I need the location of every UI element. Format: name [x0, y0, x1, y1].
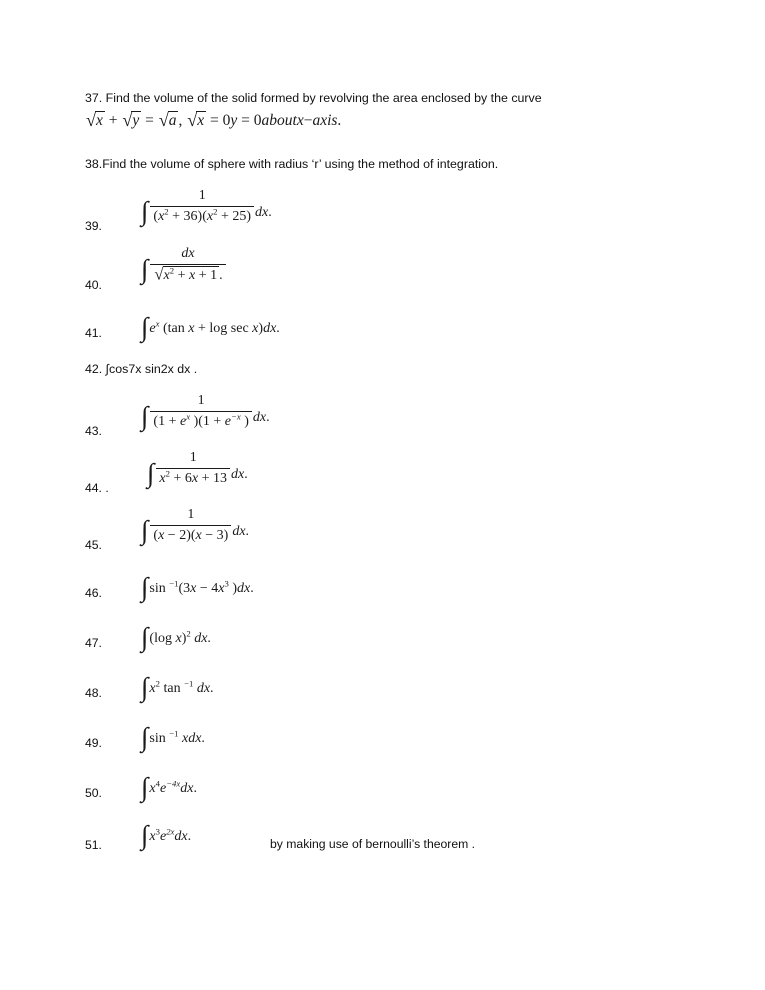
question-41-number: 41.	[85, 325, 102, 340]
question-40-number: 40.	[85, 277, 102, 292]
question-item-39	[85, 187, 685, 233]
question-50-number: 50.	[85, 785, 102, 800]
question-39-formula: ∫ $\frac{1}{(x^2 + 36)(x^2 + 25)}$ dx.	[141, 187, 272, 226]
question-item-42	[85, 361, 685, 379]
question-48-number: 48.	[85, 685, 102, 700]
question-43-formula: ∫ $\frac{1}{(1 + e^x )(1 + e^{-x} )}$ dx.	[141, 392, 270, 431]
question-39-number: 39.	[85, 218, 102, 233]
question-item-48	[85, 671, 685, 702]
question-item-43	[85, 392, 685, 438]
question-45-number: 45.	[85, 537, 102, 552]
question-37-text: 37. Find the volume of the solid formed by revolving the area enclosed by the curve	[85, 91, 542, 105]
question-item-46	[85, 571, 685, 602]
question-item-49	[85, 721, 685, 752]
question-51-formula: $\int x^3e^{2x}dx$.	[141, 819, 192, 850]
question-47-number: 47.	[85, 635, 102, 650]
question-item-51	[85, 821, 685, 851]
question-item-47	[85, 621, 685, 652]
question-item-44	[85, 449, 685, 495]
question-47-formula: ∫(log x)$^2$ dx.	[141, 621, 211, 652]
question-50-formula: $\int x^4e^{-4x}dx$.	[141, 771, 197, 802]
question-item-40	[85, 245, 685, 292]
question-item-37	[85, 90, 685, 130]
question-42-text: 42. ∫cos7x sin2x dx .	[85, 361, 198, 376]
question-item-41	[85, 311, 685, 342]
question-46-formula: ∫sin $^{-1}(3x - 4x^3$ )dx.	[141, 571, 254, 602]
question-43-number: 43.	[85, 423, 102, 438]
question-45-formula: ∫ $\frac{1}{(x - 2)(x - 3)}$ dx.	[141, 506, 250, 545]
question-51-note: by making use of bernoulli’s theorem .	[270, 836, 476, 851]
question-item-38	[85, 156, 685, 174]
question-46-number: 46.	[85, 585, 102, 600]
question-49-number: 49.	[85, 735, 102, 750]
question-40-formula: ∫ dx √ $x^2 + x + 1$ .	[141, 252, 227, 290]
question-item-50	[85, 771, 685, 802]
question-37-formula: √ x + √ y = √ a , √ x = 0y = 0aboutx−axis.	[86, 110, 342, 131]
question-38-text: 38.Find the volume of sphere with radius ‘r’ using the method of integration.	[85, 156, 499, 171]
question-44-number: 44. .	[85, 480, 109, 495]
question-44-formula: ∫ $\frac{1}{x^2 + 6x + 13}$ dx.	[147, 449, 248, 488]
question-48-formula: $\int x^2$ tan $^{-1}$ dx.	[141, 671, 214, 702]
question-list	[85, 90, 685, 851]
question-49-formula: ∫sin $^{-1}$ xdx.	[141, 721, 205, 752]
question-51-number: 51.	[85, 837, 102, 852]
question-item-45	[85, 506, 685, 552]
question-41-formula: $\int e^x$ (tan x + log sec x)dx.	[141, 311, 280, 342]
